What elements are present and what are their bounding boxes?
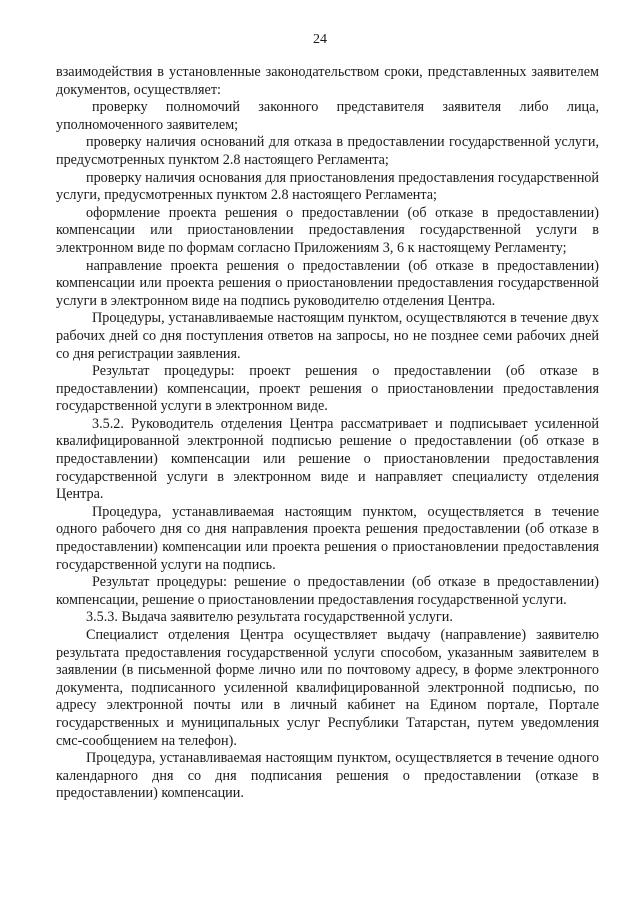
paragraph: направление проекта решения о предоставлении (об отказе в предоставлении) компенсации или проекта решения о приостановлении предоставления государственной услуги в электронном виде на подпись руководителю отделения Центра. [56,257,599,309]
paragraph: 3.5.2. Руководитель отделения Центра рассматривает и подписывает усиленной квалифицированной электронной подписью решение о предоставлении (об отказе в предоставлении) компенсации или решение о приостановлении предоставления государственной услуги в электронном виде и направляет специалисту отделения Центра. [56,415,599,503]
paragraph: Процедура, устанавливаемая настоящим пунктом, осуществляется в течение одного рабочего дня со дня направления проекта решения предоставлении (об отказе в предоставлении) компенсации или проекта решения о приостановлении предоставления государственной услуги на подпись. [56,503,599,573]
paragraph: Специалист отделения Центра осуществляет выдачу (направление) заявителю результата предоставления государственной услуги способом, указанным заявителем в заявлении (в письменной форме лично или по почтовому адресу, в форме электронного документа, подписанного усиленной квалифицированной электронной подписью, по адресу электронной почты или в личный кабинет на Едином портале, Портале государственных и муниципальных услуг Республики Татарстан, путем уведомления смс-сообщением на телефон). [56,627,599,749]
paragraph: Результат процедуры: решение о предоставлении (об отказе в предоставлении) компенсации, решение о приостановлении предоставления государственной услуги. [56,574,599,608]
paragraph: 3.5.3. Выдача заявителю результата государственной услуги. [86,609,453,626]
paragraph: проверку полномочий законного представителя заявителя либо лица, уполномоченного заявителем; [56,99,599,133]
paragraph: оформление проекта решения о предоставлении (об отказе в предоставлении) компенсации или приостановлении предоставления государственной услуги в электронном виде по формам согласно Приложениям 3, 6 к настоящему Регламенту; [56,204,599,256]
page-number: 24 [313,32,327,47]
paragraph: проверку наличия оснований для отказа в предоставлении государственной услуги, предусмотренных пунктом 2.8 настоящего Регламента; [56,134,599,168]
paragraph: проверку наличия основания для приостановления предоставления государственной услуги, предусмотренных пунктом 2.8 настоящего Регламента; [56,169,599,204]
paragraph: взаимодействия в установленные законодательством сроки, представленных заявителем документов, осуществляет: [56,64,599,98]
paragraph: Процедуры, устанавливаемые настоящим пунктом, осуществляются в течение двух рабочих дней со дня поступления ответов на запросы, но не позднее семи рабочих дней со дня регистрации заявления. [56,310,599,362]
paragraph: Результат процедуры: проект решения о предоставлении (об отказе в предоставлении) компенсации, проект решения о приостановлении предоставления государственной услуги в электронном виде. [56,363,599,415]
paragraph: Процедура, устанавливаемая настоящим пунктом, осуществляется в течение одного календарного дня со дня подписания решения о предоставлении (отказе в предоставлении) компенсации. [56,750,599,802]
document-body [56,64,599,803]
